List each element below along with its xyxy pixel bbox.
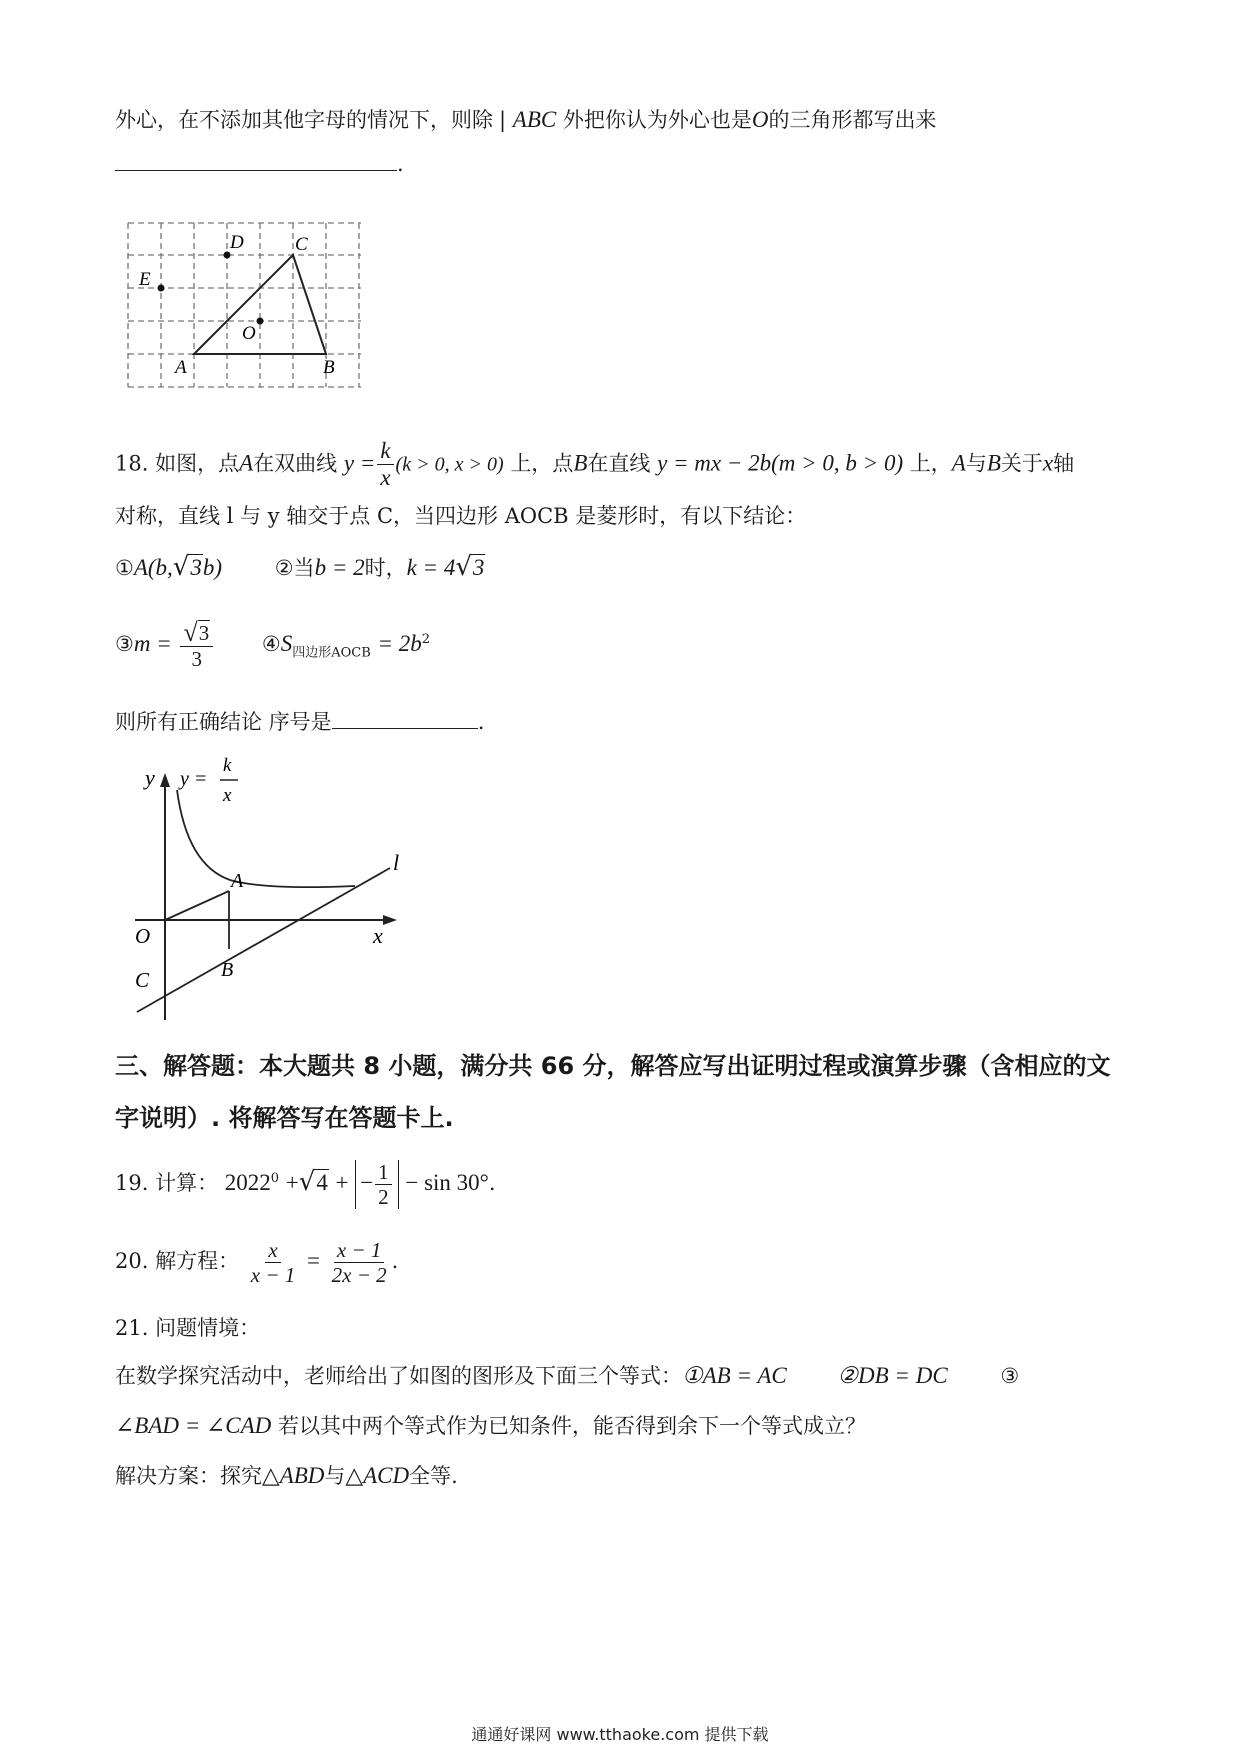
q17-tri: ABC: [512, 107, 557, 132]
q21-line2: ∠BAD = ∠CAD 若以其中两个等式作为已知条件，能否得到余下一个等式成立？: [115, 1413, 866, 1438]
label-c: C: [295, 234, 308, 255]
label-l: l: [393, 850, 400, 875]
figure-grid-triangle: [125, 215, 365, 395]
q18-conclusions-3-4: ③m = √ 3 3 $④S_{四边形AOCB} = 2b^2$: [115, 618, 430, 672]
page-footer: 通通好课网 www.tthaoke.com 提供下载: [471, 1725, 769, 1744]
line-l: [137, 868, 390, 1012]
q18-k-over-x: $\frac{k}{x}$: [377, 438, 393, 492]
figure-hyperbola: [125, 755, 415, 1030]
label-a: A: [231, 870, 244, 892]
svg-text:y =: y =: [180, 768, 208, 790]
point-o: [257, 318, 264, 325]
q17-answer-blank: .: [115, 152, 404, 176]
q18-ask: 则所有正确结论 序号是 .: [115, 710, 485, 734]
q20: 20. 解方程： $\frac{x}{x - 1}$ = $\frac{x - 1}{2x - 2}$ .: [115, 1238, 399, 1288]
section3-heading-1: 三、解答题：本大题共 8 小题，满分共 66 分，解答应写出证明过程或演算步骤（含相应的文: [115, 1052, 1111, 1080]
q18-conclusions-1-2: ①A(b, √ 3 b) ②当b = 2时，k = 4 √ 3: [115, 552, 485, 582]
q21-title: 21. 问题情境：: [115, 1316, 261, 1340]
label-a: A: [175, 357, 187, 378]
label-o: O: [135, 924, 151, 948]
q21-line1: 在数学探究活动中，老师给出了如图的图形及下面三个等式：①AB = AC ②DB = DC ③: [115, 1363, 1020, 1388]
label-c: C: [135, 968, 150, 992]
label-x-axis: x: [373, 923, 383, 948]
section3-heading-2: 字说明）. 将解答写在答题卡上.: [115, 1104, 454, 1132]
label-y-axis: y: [145, 765, 155, 790]
point-e: [158, 285, 165, 292]
label-d: D: [230, 232, 244, 253]
q19: 19. 计算： 2022$^0$ + √ 4 + − $\frac{1}{2}$ − sin 30°.: [115, 1160, 496, 1210]
hyperbola-curve: [177, 790, 355, 887]
svg-text:k: k: [223, 755, 232, 776]
svg-text:x: x: [223, 785, 232, 806]
label-e: E: [139, 269, 151, 290]
q17-line: 外心，在不添加其他字母的情况下，则除 | ABC 外把你认为外心也是O的三角形都写出来: [115, 107, 937, 132]
segment-oa: [165, 891, 229, 920]
label-o: O: [242, 323, 256, 344]
q18-line1: 18. 如图，点A在双曲线 y = $\frac{k}{x}$ (k > 0, x > 0) 上，点B在直线 y = mx − 2b(m > 0, b > 0) 上，A与B关于x轴: [115, 438, 1075, 491]
label-b: B: [323, 357, 335, 378]
q18-line2: 对称，直线 l 与 y 轴交于点 C，当四边形 AOCB 是菱形时，有以下结论：: [115, 504, 807, 528]
q21-solution: 解决方案：探究△ABD与△ACD全等.: [115, 1463, 458, 1488]
label-b: B: [221, 959, 234, 981]
